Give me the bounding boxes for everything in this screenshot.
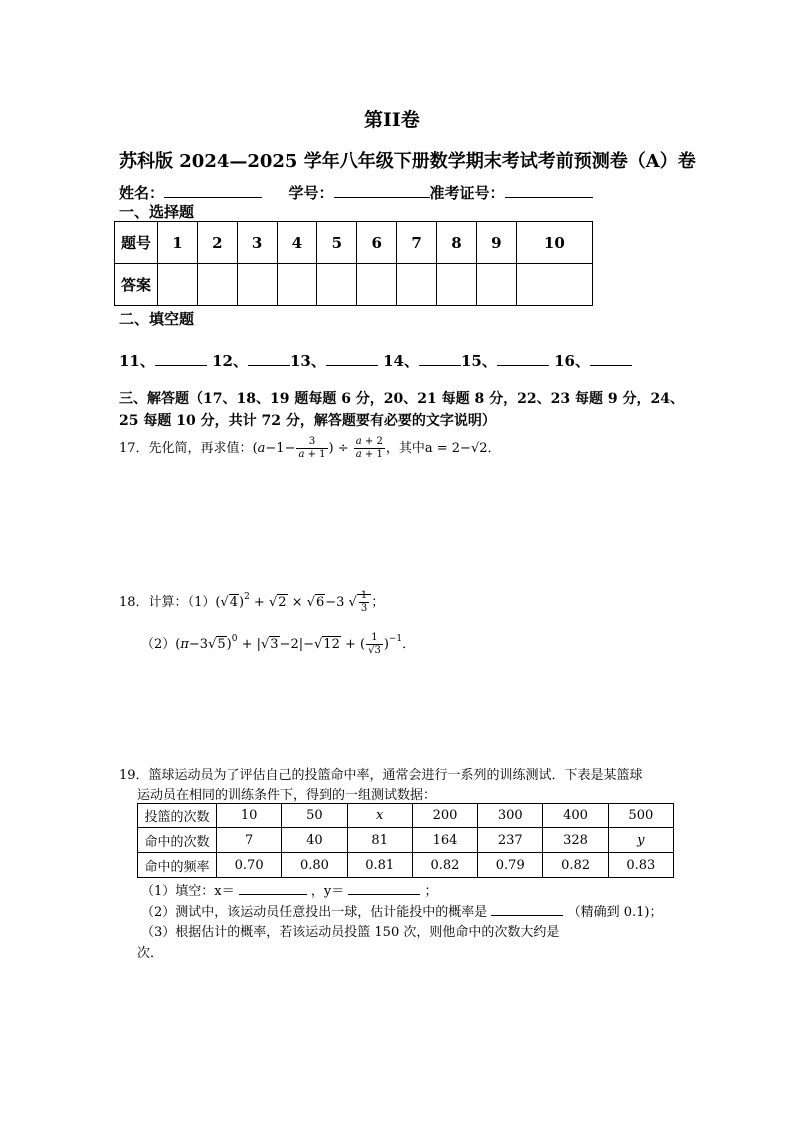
table-cell: 300 xyxy=(478,804,543,828)
fill-blanks-line xyxy=(119,350,632,371)
table-cell: x xyxy=(347,804,412,828)
info-line xyxy=(119,182,593,203)
row-label-answer: 答案 xyxy=(115,264,158,306)
part2-heading: 二、填空题 xyxy=(119,310,195,328)
table-cell: 50 xyxy=(282,804,347,828)
probability-answer-field[interactable] xyxy=(491,901,563,916)
table-cell: y xyxy=(608,828,673,853)
table-cell: 164 xyxy=(412,828,477,853)
table-cell: 0.79 xyxy=(478,853,543,878)
name-field[interactable] xyxy=(164,183,262,198)
table-cell: 0.82 xyxy=(412,853,477,878)
blank-label: 12、 xyxy=(212,352,248,370)
q19-sub1: （1）填空：x＝ ，y＝ ； xyxy=(141,880,438,899)
table-cell: 10 xyxy=(217,804,282,828)
student-id-label: 学号： xyxy=(288,184,334,202)
part3-heading-line2: 25 每题 10 分，共计 72 分，解答题要有必要的文字说明） xyxy=(119,413,496,429)
section-title: 第II卷 xyxy=(364,109,420,131)
grid-number: 4 xyxy=(277,222,317,264)
q19-stem-line1: 19．篮球运动员为了评估自己的投篮命中率，通常会进行一系列的训练测试．下表是某篮球 xyxy=(119,768,643,783)
x-answer-field[interactable] xyxy=(239,880,307,895)
table-cell: 40 xyxy=(282,828,347,853)
answer-grid xyxy=(114,221,593,306)
table-cell: 500 xyxy=(608,804,673,828)
blank-label: 15、 xyxy=(460,352,497,370)
row-label-number: 题号 xyxy=(115,222,158,264)
q19-sub3-line2: 次． xyxy=(137,946,164,961)
student-id-field[interactable] xyxy=(334,183,430,198)
grid-number: 6 xyxy=(357,222,397,264)
grid-number: 9 xyxy=(476,222,516,264)
answer-cell[interactable] xyxy=(158,264,198,306)
answer-cell[interactable] xyxy=(277,264,317,306)
exam-title: 苏科版 2024—2025 学年八年级下册数学期末考试考前预测卷（A）卷 xyxy=(119,151,696,172)
blank-label: 16、 xyxy=(554,352,590,370)
table-cell: 200 xyxy=(412,804,477,828)
table-cell: 7 xyxy=(217,828,282,853)
blank-field[interactable] xyxy=(155,351,207,366)
answer-cell[interactable] xyxy=(516,264,592,306)
blank-label: 11、 xyxy=(119,352,155,370)
blank-field[interactable] xyxy=(497,351,549,366)
q17-condition: a = 2−√2． xyxy=(424,441,501,456)
grid-number: 3 xyxy=(237,222,277,264)
part1-heading: 一、选择题 xyxy=(119,203,195,221)
table-cell: 400 xyxy=(543,804,608,828)
ticket-label: 准考证号： xyxy=(429,184,505,202)
table-row-label: 投篮的次数 xyxy=(138,804,217,828)
q17-expression: (a−1− $\frac{3}{a + 1}$ ) ÷ $\frac{a + 2}{a + 1}$ xyxy=(252,436,383,460)
table-row-label: 命中的频率 xyxy=(138,853,217,878)
q19-stem-line2: 运动员在相同的训练条件下，得到的一组测试数据： xyxy=(137,788,437,803)
q18-expression-2: $(\pi-3√5)^0 + |√3-2|-√12$ + ( $\frac{1}{√3}$ )$^{-1}$． xyxy=(175,632,416,656)
shooting-data-table xyxy=(137,803,674,878)
grid-number: 10 xyxy=(516,222,592,264)
table-cell: 328 xyxy=(543,828,608,853)
q19-sub3-line1: （3）根据估计的概率，若该运动员投篮 150 次，则他命中的次数大约是 xyxy=(141,925,560,940)
blank-label: 14、 xyxy=(383,352,419,370)
question-17: 17．先化简，再求值：(a−1− $\frac{3}{a + 1}$ ) ÷ $\frac{a + 2}{a + 1}$ ，其中a = 2−√2． xyxy=(119,436,501,460)
question-18-part2: $(2)(\pi-3√5)^0 + |√3-2|-√12$ + ( $\frac{1}{√3}$ )$^{-1}$． xyxy=(141,632,416,656)
table-cell: 237 xyxy=(478,828,543,853)
ticket-field[interactable] xyxy=(505,183,593,198)
table-cell: 0.70 xyxy=(217,853,282,878)
answer-cell[interactable] xyxy=(397,264,437,306)
grid-number: 5 xyxy=(317,222,357,264)
answer-cell[interactable] xyxy=(357,264,397,306)
question-18-part1: 18．计算：$(1)(√4)^2 + √2 \times √6-3$ √ $\frac{1}{3}$ ； xyxy=(119,590,385,614)
answer-cell[interactable] xyxy=(237,264,277,306)
q19-sub2: （2）测试中，该运动员任意投出一球，估计能投中的概率是 （精确到 0.1)； xyxy=(141,901,662,920)
table-row-label: 命中的次数 xyxy=(138,828,217,853)
table-cell: 0.80 xyxy=(282,853,347,878)
name-label: 姓名： xyxy=(119,184,165,202)
blank-field[interactable] xyxy=(419,351,461,366)
table-cell: 0.82 xyxy=(543,853,608,878)
grid-number: 1 xyxy=(158,222,198,264)
grid-number: 7 xyxy=(397,222,437,264)
table-cell: 81 xyxy=(347,828,412,853)
grid-number: 2 xyxy=(197,222,237,264)
blank-field[interactable] xyxy=(590,351,632,366)
blank-field[interactable] xyxy=(248,351,290,366)
answer-cell[interactable] xyxy=(476,264,516,306)
answer-cell[interactable] xyxy=(437,264,477,306)
y-answer-field[interactable] xyxy=(348,880,420,895)
q18-expression-1: $(√4)^2 + √2 \times √6-3$ √ $\frac{1}{3}$ ； xyxy=(215,590,385,614)
answer-cell[interactable] xyxy=(317,264,357,306)
part3-heading-line1: 三、解答题（17、18、19 题每题 6 分，20、21 每题 8 分，22、23 每题 9 分，24、 xyxy=(119,391,684,407)
table-cell: 0.81 xyxy=(347,853,412,878)
blank-field[interactable] xyxy=(326,351,378,366)
answer-cell[interactable] xyxy=(197,264,237,306)
blank-label: 13、 xyxy=(289,352,326,370)
table-cell: 0.83 xyxy=(608,853,673,878)
grid-number: 8 xyxy=(437,222,477,264)
